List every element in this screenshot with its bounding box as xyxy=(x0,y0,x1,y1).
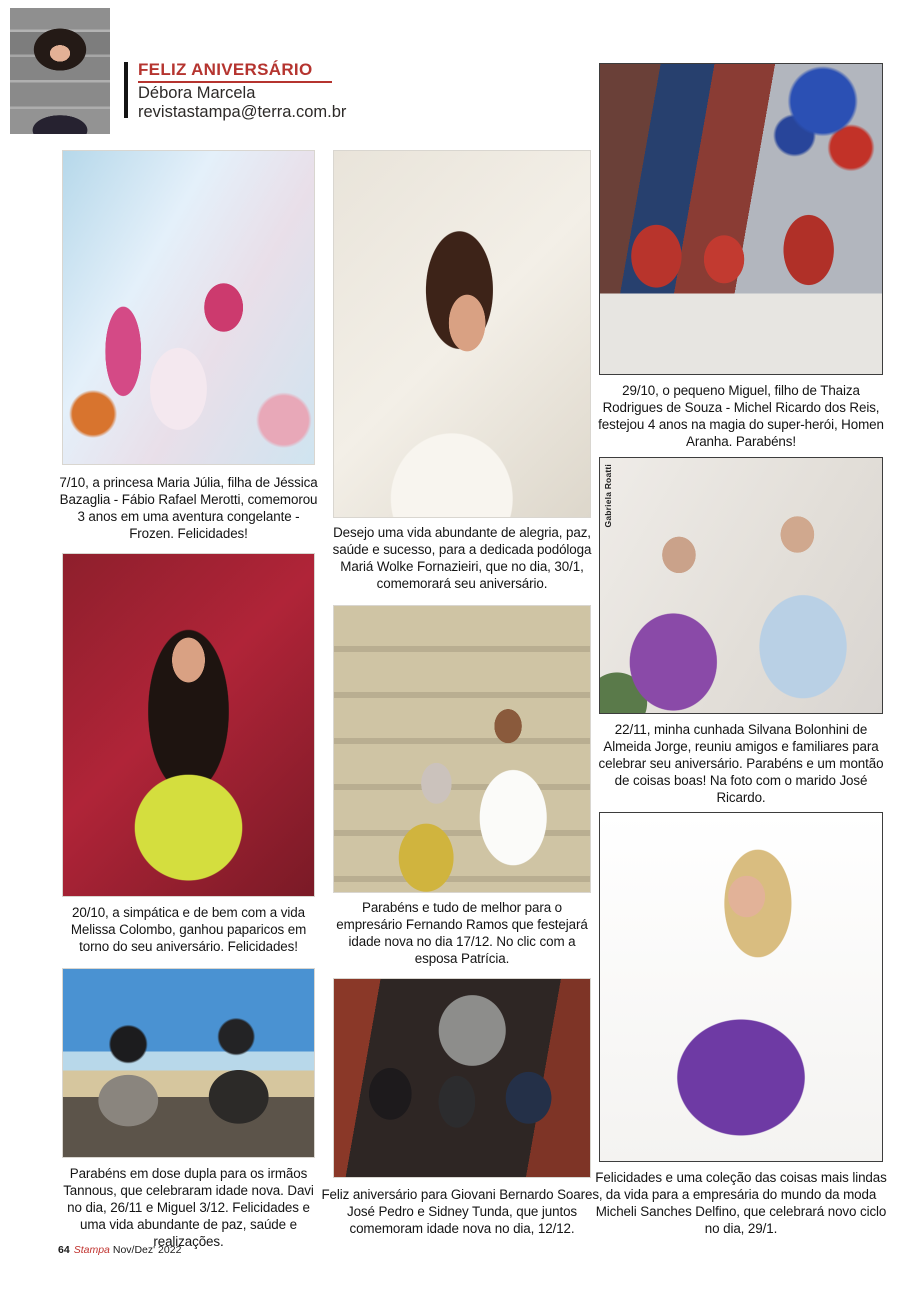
photo-giovani-josepedro-sidney xyxy=(333,978,591,1178)
magazine-name: Stampa xyxy=(73,1244,110,1256)
caption-miguel-spiderman: 29/10, o pequeno Miguel, filho de Thaiza Rodrigues de Souza - Michel Ricardo dos Reis, festejou 4 anos na magia do super-herói, Homen Aranha. Parabéns! xyxy=(598,383,884,449)
section-title: FELIZ ANIVERSÁRIO xyxy=(138,60,313,79)
photo-frozen-birthday-party xyxy=(62,150,315,465)
photo-fernando-patricia-couple xyxy=(333,605,591,893)
columnist-email: revistastampa@terra.com.br xyxy=(138,103,347,121)
section-title-rule xyxy=(138,81,332,83)
caption-fernando-ramos: Parabéns e tudo de melhor para o empresário Fernando Ramos que festejará idade nova no dia 17/12. No clic com a esposa Patrícia. xyxy=(336,900,588,966)
photo-silvana-jose-ricardo-couple xyxy=(599,457,883,714)
caption-micheli-delfino: Felicidades e uma coleção das coisas mais lindas da vida para a empresária do mundo da moda Micheli Sanches Delfino, que celebrará novo ciclo no dia, 29/1. xyxy=(595,1170,887,1236)
columnist-name: Débora Marcela xyxy=(138,84,256,102)
caption-frozen-birthday: 7/10, a princesa Maria Júlia, filha de Jéssica Bazaglia - Fábio Rafael Merotti, comemorou 3 anos em uma aventura congelante - Frozen. Felicidades! xyxy=(59,475,318,541)
photo-melissa-colombo xyxy=(62,553,315,897)
photo-maria-wolke-portrait xyxy=(333,150,591,518)
caption-melissa-colombo: 20/10, a simpática e de bem com a vida Melissa Colombo, ganhou paparicos em torno do seu aniversário. Felicidades! xyxy=(70,905,307,954)
photo-credit: Gabriela Roatti xyxy=(603,464,613,528)
page-footer xyxy=(58,1244,181,1256)
issue-date: Nov/Dez' 2022 xyxy=(112,1244,182,1256)
photo-micheli-sanches-delfino xyxy=(599,812,883,1162)
page-number: 64 xyxy=(58,1244,70,1256)
caption-maria-wolke: Desejo uma vida abundante de alegria, paz, saúde e sucesso, para a dedicada podóloga Mariá Wolke Fornazieiri, que no dia, 30/1, comemorará seu aniversário. xyxy=(332,525,592,591)
caption-silvana-bolonhini: 22/11, minha cunhada Silvana Bolonhini de Almeida Jorge, reuniu amigos e familiares para celebrar seu aniversário. Parabéns e um montão de coisas boas! Na foto com o marido José Ricardo. xyxy=(598,722,884,805)
caption-tannous-brothers: Parabéns em dose dupla para os irmãos Tannous, que celebraram idade nova. Davi no dia, 26/11 e Miguel 3/12. Felicidades e uma vida abundante de paz, saúde e realizações. xyxy=(63,1166,314,1249)
photo-tannous-brothers-beach xyxy=(62,968,315,1158)
photo-spiderman-party-family xyxy=(599,63,883,375)
columnist-photo xyxy=(10,8,110,134)
caption-giovani-soares: Feliz aniversário para Giovani Bernardo Soares, José Pedro e Sidney Tunda, que juntos comemoram idade nova no dia, 12/12. xyxy=(321,1187,603,1236)
header-divider-bar xyxy=(124,62,128,118)
